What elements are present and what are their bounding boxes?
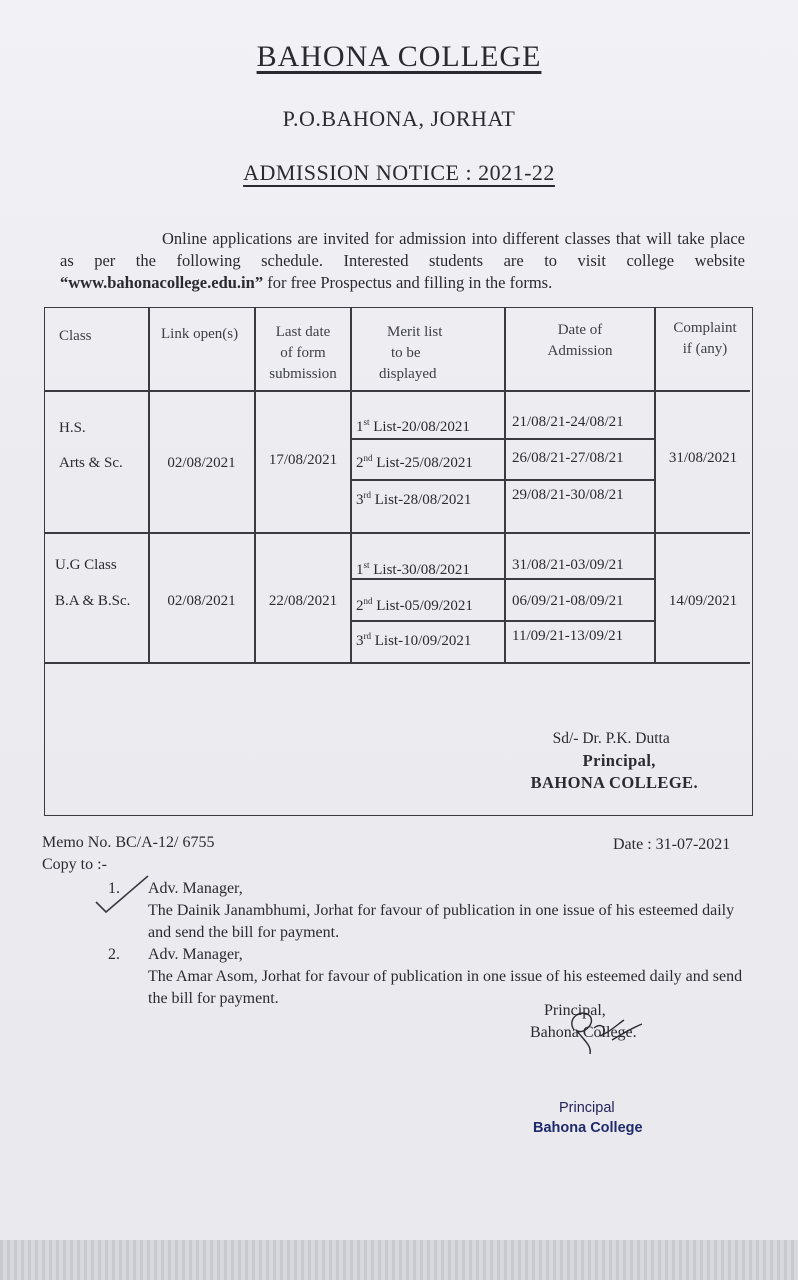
- ordinal-suffix: rd: [363, 631, 371, 641]
- ordinal: 3: [356, 633, 364, 649]
- admission-dates: 11/09/21-13/09/21: [512, 628, 624, 644]
- header-admission-line: Date of: [557, 322, 603, 338]
- admission-dates: 29/08/21-30/08/21: [512, 487, 624, 503]
- header-last-date-line: of form: [280, 345, 326, 361]
- header-last-date-line: submission: [269, 366, 337, 382]
- ordinal-suffix: rd: [363, 490, 371, 500]
- recipient-role: Adv. Manager,: [148, 880, 243, 897]
- header-admission-line: Admission: [547, 343, 613, 359]
- ordinal-suffix: nd: [363, 453, 373, 463]
- last-date: 17/08/2021: [268, 452, 338, 468]
- ordinal-suffix: nd: [363, 596, 373, 606]
- background-surface: [0, 1240, 798, 1280]
- class-stream: Arts & Sc.: [59, 455, 123, 471]
- merit-list-date: List-25/08/2021: [372, 455, 473, 471]
- header-merit-list-line: displayed: [379, 366, 437, 382]
- merit-list-entry: [356, 485, 471, 511]
- signoff-college: BAHONA COLLEGE.: [530, 773, 698, 792]
- stamp-title: Principal: [559, 1100, 615, 1116]
- merit-list-date: List-10/09/2021: [371, 633, 472, 649]
- complaint-date: 31/08/2021: [668, 450, 738, 466]
- stamp-college: Bahona College: [533, 1120, 643, 1136]
- recipient-number: 2.: [108, 946, 120, 963]
- ordinal: 2: [356, 598, 364, 614]
- link-open-date: 02/08/2021: [167, 455, 236, 471]
- recipient-item: [108, 944, 756, 1010]
- header-link-open: Link open(s): [161, 326, 239, 342]
- ordinal: 1: [356, 562, 364, 578]
- table-signoff: [530, 728, 698, 794]
- admission-dates: 26/08/21-27/08/21: [512, 450, 624, 466]
- recipient-list: [108, 878, 756, 1010]
- merit-list-date: List-30/08/2021: [369, 562, 470, 578]
- header-complaint: [659, 318, 751, 360]
- signoff-title: Principal,: [582, 751, 656, 770]
- recipient-role: Adv. Manager,: [148, 946, 243, 963]
- header-last-date-line: Last date: [275, 324, 331, 340]
- intro-text-end: for free Prospectus and filling in the forms.: [263, 273, 553, 292]
- table-rule: [45, 390, 750, 392]
- table-rule: [45, 532, 750, 534]
- header-complaint-line: if (any): [682, 341, 728, 357]
- admission-dates: 06/09/21-08/09/21: [512, 593, 624, 609]
- header-date-of-admission: [507, 320, 653, 362]
- admission-dates: 21/08/21-24/08/21: [512, 414, 624, 430]
- official-stamp: [533, 1098, 643, 1138]
- college-name: BAHONA COLLEGE: [256, 40, 542, 73]
- merit-list-entry: [356, 412, 470, 438]
- merit-list-entry: [356, 626, 471, 652]
- memo-number: Memo No. BC/A-12/ 6755: [42, 834, 215, 851]
- ordinal: 1: [356, 419, 364, 435]
- ordinal-suffix: st: [363, 560, 370, 570]
- ordinal: 2: [356, 455, 364, 471]
- notice-title: ADMISSION NOTICE : 2021-22: [243, 160, 555, 185]
- recipient-number: 1.: [108, 880, 120, 897]
- admission-dates: 31/08/21-03/09/21: [512, 557, 624, 573]
- intro-paragraph: [60, 228, 745, 294]
- ordinal: 3: [356, 492, 364, 508]
- signature-block: [530, 1000, 637, 1044]
- complaint-date: 14/09/2021: [668, 593, 738, 609]
- merit-list-entry: [356, 591, 473, 617]
- merit-list-entry: [356, 448, 473, 474]
- ordinal-suffix: st: [363, 417, 370, 427]
- header-merit-list: [379, 322, 442, 385]
- merit-list-entry: [356, 555, 470, 581]
- merit-list-date: List-20/08/2021: [369, 419, 470, 435]
- website-text: “www.bahonacollege.edu.in”: [60, 273, 264, 292]
- last-date: 22/08/2021: [268, 593, 338, 609]
- header-merit-list-line: Merit list: [387, 324, 443, 340]
- table-rule: [350, 620, 655, 622]
- class-name: H.S.: [59, 420, 86, 436]
- header-complaint-line: Complaint: [673, 320, 737, 336]
- class-name: U.G Class: [55, 557, 117, 573]
- recipient-details: The Amar Asom, Jorhat for favour of publication in one issue of his esteemed daily and send the bill for payment.: [148, 968, 743, 1007]
- table-rule: [504, 308, 506, 662]
- signature-title: Principal,: [544, 1002, 606, 1019]
- copy-to-label: Copy to :-: [42, 856, 107, 873]
- notice-date: Date : 31-07-2021: [613, 836, 731, 853]
- header-class: Class: [59, 328, 92, 344]
- signoff-name: Sd/- Dr. P.K. Dutta: [552, 730, 670, 747]
- recipient-item: [108, 878, 756, 944]
- table-rule: [350, 479, 655, 481]
- signature-college: Bahona College.: [530, 1024, 637, 1041]
- link-open-date: 02/08/2021: [167, 593, 236, 609]
- merit-list-date: List-05/09/2021: [372, 598, 473, 614]
- table-rule: [350, 438, 655, 440]
- merit-list-date: List-28/08/2021: [371, 492, 472, 508]
- header-merit-list-line: to be: [391, 345, 421, 361]
- table-rule: [45, 662, 750, 664]
- recipient-details: The Dainik Janambhumi, Jorhat for favour of publication in one issue of his esteemed daily and send the bill for payment.: [148, 902, 735, 941]
- college-address: P.O.BAHONA, JORHAT: [282, 106, 516, 131]
- intro-text: Online applications are invited for admission into different classes that will take place as per the following schedule. Interested students are to visit college website: [60, 229, 745, 270]
- header-last-date: [257, 322, 349, 385]
- admission-schedule-table: [44, 307, 753, 816]
- class-stream: B.A & B.Sc.: [55, 593, 131, 609]
